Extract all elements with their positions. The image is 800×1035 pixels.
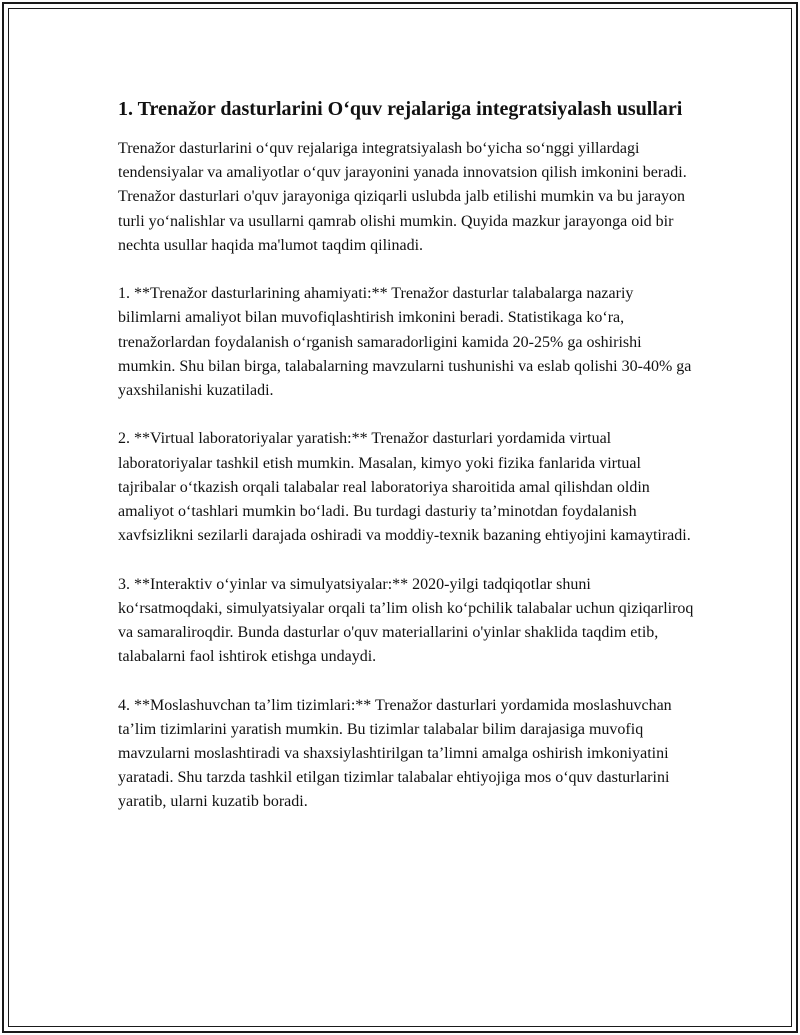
document-body <box>118 95 698 839</box>
section-heading: 1. Trenažor dasturlarini O‘quv rejalariga integratsiyalash usullari <box>118 98 683 120</box>
paragraph-item-1: 1. **Trenažor dasturlarining ahamiyati:** Trenažor dasturlar talabalarga nazariy bilimlarni amaliyot bilan muvofiqlashtirish imkonini beradi. Statistikaga ko‘ra, trenažorlardan foydalanish o‘rganish samaradorligini kamida 20-25% ga oshirishi mumkin. Shu bilan birga, talabalarning mavzularni tushunishi va eslab qolishi 30-40% ga yaxshilanishi kuzatiladi. <box>118 285 692 400</box>
paragraph-item-2: 2. **Virtual laboratoriyalar yaratish:** Trenažor dasturlari yordamida virtual laboratoriyalar tashkil etish mumkin. Masalan, kimyo yoki fizika fanlarida virtual tajribalar o‘tkazish orqali talabalar real laboratoriya sharoitida amal qilishdan oldin amaliyot o‘tashlari mumkin bo‘ladi. Bu turdagi dasturiy ta’minotdan foydalanish xavfsizlikni sezilarli darajada oshiradi va moddiy-texnik bazaning ehtiyojini kamaytiradi. <box>118 430 691 545</box>
paragraph-item-3: 3. **Interaktiv o‘yinlar va simulyatsiyalar:** 2020-yilgi tadqiqotlar shuni ko‘rsatmoqdaki, simulyatsiyalar orqali ta’lim olish ko‘pchilik talabalar uchun qiziqarliroq va samaraliroqdir. Bunda dasturlar o'quv materiallarini o'yinlar shaklida taqdim etib, talabalarni faol ishtirok etishga undaydi. <box>118 575 694 666</box>
paragraph-item-4: 4. **Moslashuvchan ta’lim tizimlari:** Trenažor dasturlari yordamida moslashuvchan ta’lim tizimlarini yaratish mumkin. Bu tizimlar talabalar bilim darajasiga muvofiq mavzularni moslashtiradi va shaxsiylashtirilgan ta’limni amalga oshirish imkoniyatini yaratadi. Shu tarzda tashkil etilgan tizimlar talabalar ehtiyojiga mos o‘quv dasturlarini yaratib, ularni kuzatib boradi. <box>118 696 672 811</box>
intro-paragraph: Trenažor dasturlarini o‘quv rejalariga integratsiyalash bo‘yicha so‘nggi yillardagi tendensiyalar va amaliyotlar o‘quv jarayonini yanada innovatsion qilish imkonini beradi. Trenažor dasturlari o'quv jarayoniga qiziqarli uslubda jalb etilishi mumkin va bu jarayon turli yo‘nalishlar va usullarni qamrab olishi mumkin. Quyida mazkur jarayonga oid bir nechta usullar haqida ma'lumot taqdim qilinadi. <box>118 140 687 254</box>
